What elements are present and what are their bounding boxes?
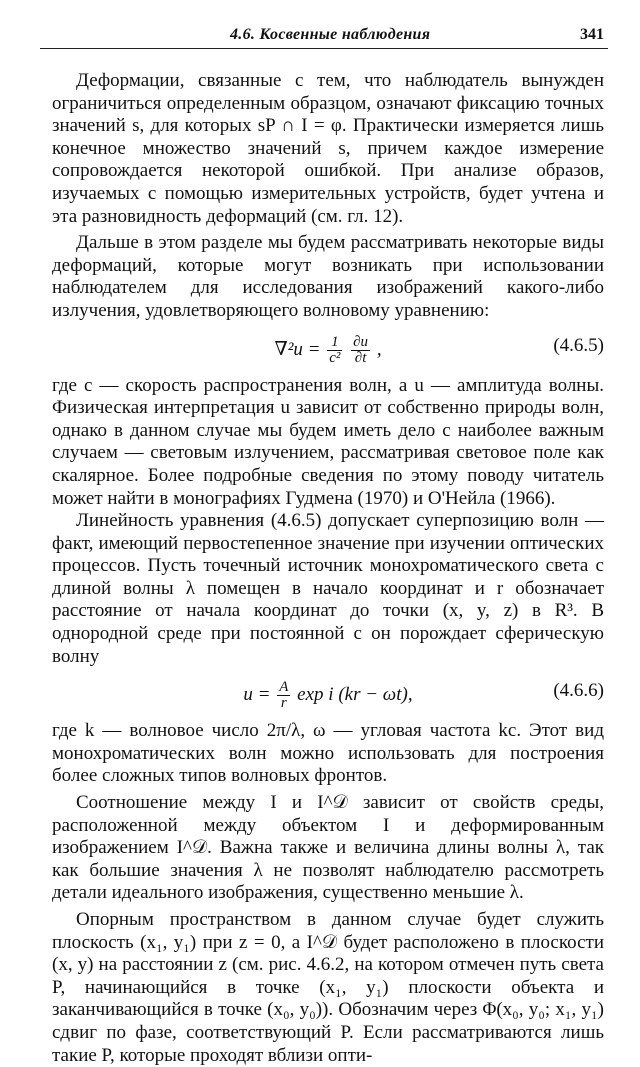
fraction-numerator: A xyxy=(279,679,289,696)
paragraph: Дальше в этом разделе мы будем рассматривать некоторые виды деформаций, которые могут возникать при использовании наблюдателем для исследования изображений какого-либо излучения, удовлетворяющего волновому уравнению: xyxy=(52,232,604,321)
page-number: 341 xyxy=(580,26,604,43)
running-title: 4.6. Косвенные наблюдения xyxy=(230,26,431,43)
paragraph: где k — волновое число 2π/λ, ω — угловая частота kc. Этот вид монохроматических волн можно использовать для построения более сложных типов волновых фронтов. xyxy=(52,720,604,787)
equation-tail: , xyxy=(376,338,382,360)
equation-4-6-6 xyxy=(52,670,604,714)
equation-expression xyxy=(52,680,604,711)
equation-lhs: ∇²u = xyxy=(274,338,321,360)
paragraph: Соотношение между I и I^𝒟 зависит от свойств среды, расположенной между объектом I и деформированным изображением I^𝒟. Важна также и величина длины волны λ, так как большие значения λ не позволят наблюдателю рассмотреть детали идеального изображения, существенно меньшие λ. xyxy=(52,792,604,904)
fraction xyxy=(277,680,290,711)
paragraph: где c — скорость распространения волн, а u — амплитуда волны. Физическая интерпретация u зависит от собственно природы волн, однако в данном случае мы будем иметь дело с наиболее важным случаем — световым излучением, рассматривая световое поле как скалярное. Более подробные сведения по этому поводу читатель может найти в монографиях Гудмена (1970) и О'Нейла (1966). xyxy=(52,374,604,509)
paragraph: Линейность уравнения (4.6.5) допускает суперпозицию волн — факт, имеющий первостепенное значение при изучении оптических процессов. Пусть точечный источник монохроматического света с длиной волны λ помещен в начало координат и r обозначает расстояние от начала координат до точки (x, y, z) в R³. В однородной среде при постоянной c он порождает сферическую волну xyxy=(52,510,604,667)
fraction-denominator: r xyxy=(280,695,287,712)
equation-tail: exp i (kr − ωt), xyxy=(297,684,413,706)
fraction-numerator: 1 xyxy=(327,335,342,351)
equation-expression xyxy=(52,335,604,366)
page-header xyxy=(40,24,608,49)
equation-4-6-5 xyxy=(52,325,604,369)
fraction-numerator: ∂u xyxy=(353,333,369,350)
fraction-denominator: c² xyxy=(329,349,341,366)
equation-number: (4.6.5) xyxy=(553,334,604,356)
paragraph: Опорным пространством в данном случае будет служить плоскость (x₁, y₁) при z = 0, а I^𝒟 будет расположено в плоскости (x, y) на расстоянии z (см. рис. 4.6.2, на котором отмечен путь света P, начинающийся в точке (x₁, y₁) плоскости объекта и заканчивающийся в точке (x₀, y₀)). Обозначим через Φ(x₀, y₀; x₁, y₁) сдвиг по фазе, соответствующий P. Если рассматриваются лишь такие P, которые проходят вблизи опти- xyxy=(52,909,604,1066)
fraction xyxy=(327,335,342,366)
equation-lhs: u = xyxy=(243,684,271,706)
page-body xyxy=(52,70,604,1067)
equation-number: (4.6.6) xyxy=(553,680,604,702)
paragraph: Деформации, связанные с тем, что наблюдатель вынужден ограничиться определенным образцом, означают фиксацию точных значений s, для которых sP ∩ I = φ. Практически измеряется лишь конечное множество значений s, причем каждое измерение сопровождается некоторой ошибкой. При анализе образов, изучаемых с помощью измерительных устройств, будет учтена и эта разновидность деформаций (см. гл. 12). xyxy=(52,70,604,227)
fraction xyxy=(351,335,370,366)
fraction-denominator: ∂t xyxy=(354,349,367,366)
